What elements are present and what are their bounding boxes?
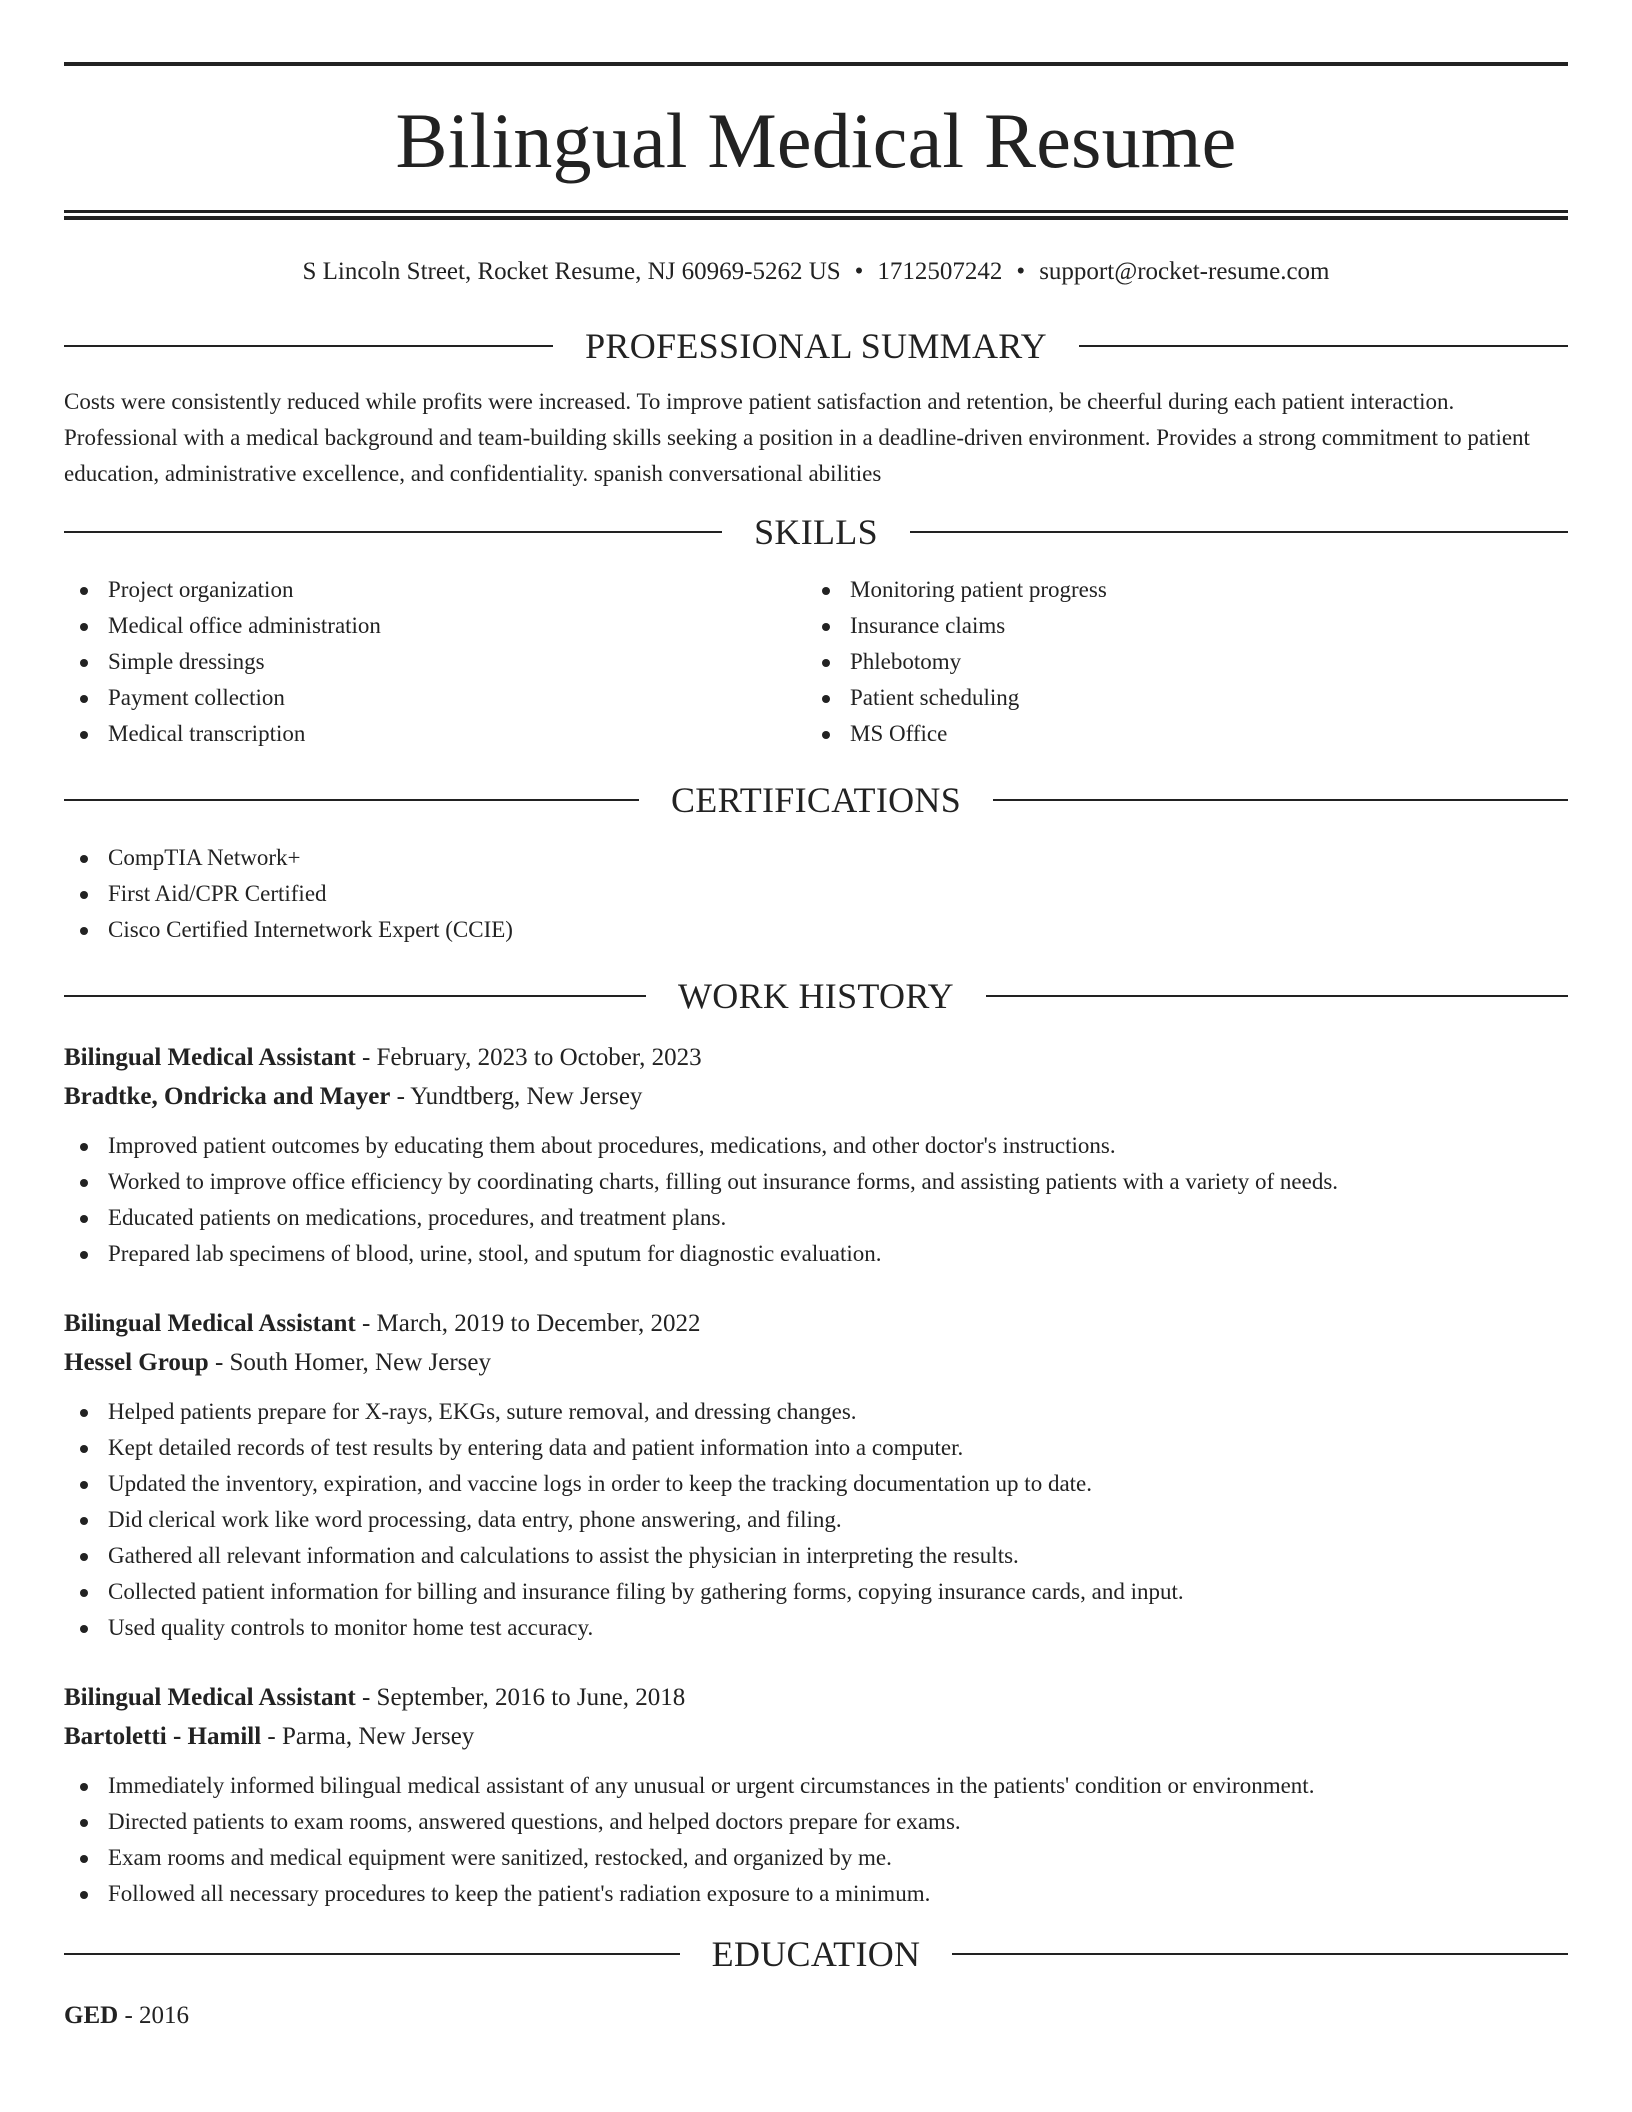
title-double-rule: [64, 210, 1568, 220]
job-company-line: [64, 1343, 1568, 1382]
skill-item: Monitoring patient progress: [806, 572, 1548, 608]
job-company: Hessel Group: [64, 1349, 209, 1376]
education-year: - 2016: [118, 2002, 190, 2029]
job-bullet: Directed patients to exam rooms, answered questions, and helped doctors prepare for exams.: [64, 1804, 1568, 1840]
heading-rule: [1079, 345, 1568, 347]
job-bullet: Prepared lab specimens of blood, urine, stool, and sputum for diagnostic evaluation.: [64, 1236, 1568, 1272]
job-bullet: Gathered all relevant information and calculations to assist the physician in interpreting the results.: [64, 1538, 1568, 1574]
job-location: - Yundtberg, New Jersey: [390, 1083, 643, 1110]
heading-rule: [993, 799, 1568, 801]
job-location: - South Homer, New Jersey: [208, 1349, 491, 1376]
job-bullets: [64, 1128, 1568, 1272]
certifications-list: [64, 840, 1568, 948]
contact-email: support@rocket-resume.com: [1039, 258, 1330, 285]
skill-item: MS Office: [806, 716, 1548, 752]
job-company: Bartoletti - Hamill: [64, 1723, 262, 1750]
section-heading-summary: [64, 328, 1568, 364]
job-location: - Parma, New Jersey: [261, 1723, 475, 1750]
top-rule: [64, 62, 1568, 66]
job-company: Bradtke, Ondricka and Mayer: [64, 1083, 391, 1110]
section-title: EDUCATION: [711, 1934, 921, 1974]
section-heading-skills: [64, 514, 1568, 550]
job-bullet: Helped patients prepare for X-rays, EKGs, suture removal, and dressing changes.: [64, 1394, 1568, 1430]
skill-item: Phlebotomy: [806, 644, 1548, 680]
job-bullet: Worked to improve office efficiency by coordinating charts, filling out insurance forms, and assisting patients with a variety of needs.: [64, 1164, 1568, 1200]
heading-rule: [64, 345, 553, 347]
job-bullet: Exam rooms and medical equipment were sanitized, restocked, and organized by me.: [64, 1840, 1568, 1876]
section-title: SKILLS: [754, 512, 878, 552]
job-bullets: [64, 1394, 1568, 1646]
job-bullet: Improved patient outcomes by educating them about procedures, medications, and other doctor's instructions.: [64, 1128, 1568, 1164]
job-title-line: [64, 1678, 1568, 1717]
job-bullet: Educated patients on medications, procedures, and treatment plans.: [64, 1200, 1568, 1236]
contact-line: [64, 259, 1568, 284]
skill-item: Patient scheduling: [806, 680, 1548, 716]
contact-separator: •: [854, 258, 864, 285]
certification-item: CompTIA Network+: [64, 840, 1568, 876]
skill-item: Payment collection: [64, 680, 806, 716]
summary-text: Costs were consistently reduced while profits were increased. To improve patient satisfaction and retention, be cheerful during each patient interaction. Professional with a medical background and team-building skills seeking a position in a deadline-driven environment. Provides a strong commitment to patient education, administrative excellence, and confidentiality. spanish conversational abilities: [64, 389, 1530, 486]
contact-address: S Lincoln Street, Rocket Resume, NJ 60969-5262 US: [302, 258, 841, 285]
job-entry: [64, 1304, 1568, 1646]
job-title: Bilingual Medical Assistant: [64, 1044, 356, 1071]
job-title-line: [64, 1304, 1568, 1343]
job-title-line: [64, 1038, 1568, 1077]
contact-separator: •: [1016, 258, 1026, 285]
job-dates: - March, 2019 to December, 2022: [355, 1310, 701, 1337]
section-heading-education: [64, 1936, 1568, 1972]
skills-columns: [64, 572, 1568, 752]
section-heading-certifications: [64, 782, 1568, 818]
education-line: [64, 1996, 1568, 2035]
skill-item: Insurance claims: [806, 608, 1548, 644]
job-bullet: Did clerical work like word processing, data entry, phone answering, and filing.: [64, 1502, 1568, 1538]
heading-rule: [64, 799, 639, 801]
skill-item: Medical transcription: [64, 716, 806, 752]
resume-title: Bilingual Medical Resume: [395, 97, 1237, 184]
job-dates: - September, 2016 to June, 2018: [355, 1684, 686, 1711]
skills-list-right: [806, 572, 1548, 752]
job-bullet: Immediately informed bilingual medical assistant of any unusual or urgent circumstances in the patients' condition or environment.: [64, 1768, 1568, 1804]
skills-list-left: [64, 572, 806, 752]
section-title: WORK HISTORY: [678, 976, 954, 1016]
skill-item: Simple dressings: [64, 644, 806, 680]
section-heading-work: [64, 978, 1568, 1014]
job-bullet: Updated the inventory, expiration, and vaccine logs in order to keep the tracking documentation up to date.: [64, 1466, 1568, 1502]
education-entry: [64, 1996, 1568, 2035]
contact-phone: 1712507242: [877, 258, 1003, 285]
heading-rule: [64, 1953, 680, 1955]
job-title: Bilingual Medical Assistant: [64, 1684, 356, 1711]
job-bullet: Kept detailed records of test results by entering data and patient information into a computer.: [64, 1430, 1568, 1466]
heading-rule: [952, 1953, 1568, 1955]
heading-rule: [64, 531, 722, 533]
job-bullet: Followed all necessary procedures to keep the patient's radiation exposure to a minimum.: [64, 1876, 1568, 1912]
job-bullet: Used quality controls to monitor home test accuracy.: [64, 1610, 1568, 1646]
certification-item: First Aid/CPR Certified: [64, 876, 1568, 912]
heading-rule: [986, 995, 1568, 997]
job-bullets: [64, 1768, 1568, 1912]
education-degree: GED: [64, 2002, 119, 2029]
job-entry: [64, 1678, 1568, 1912]
work-history: [64, 1038, 1568, 1912]
job-dates: - February, 2023 to October, 2023: [355, 1044, 702, 1071]
job-entry: [64, 1038, 1568, 1272]
skill-item: Medical office administration: [64, 608, 806, 644]
skill-item: Project organization: [64, 572, 806, 608]
section-title: PROFESSIONAL SUMMARY: [585, 326, 1047, 366]
job-bullet: Collected patient information for billing and insurance filing by gathering forms, copying insurance cards, and input.: [64, 1574, 1568, 1610]
section-title: CERTIFICATIONS: [670, 780, 962, 820]
heading-rule: [64, 995, 646, 997]
job-company-line: [64, 1717, 1568, 1756]
job-company-line: [64, 1077, 1568, 1116]
certification-item: Cisco Certified Internetwork Expert (CCIE): [64, 912, 1568, 948]
job-title: Bilingual Medical Assistant: [64, 1310, 356, 1337]
heading-rule: [910, 531, 1568, 533]
